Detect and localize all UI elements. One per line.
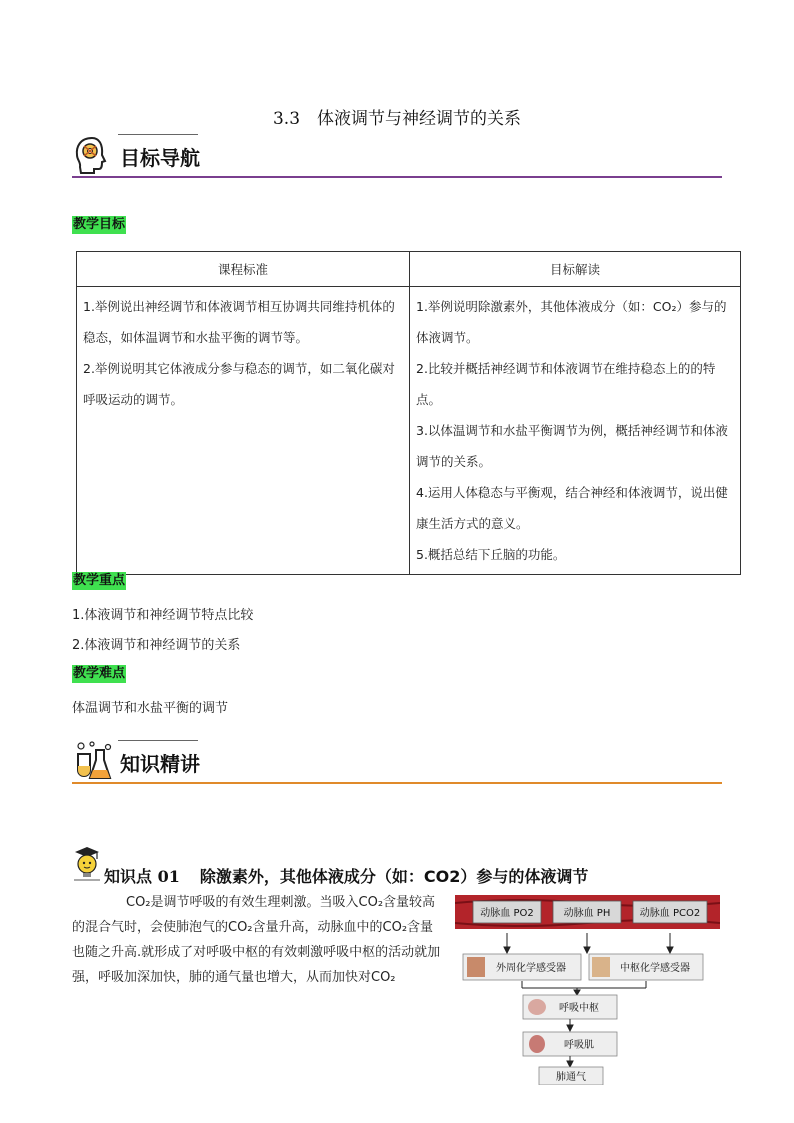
list-item: 4.运用人体稳态与平衡观，结合神经和体液调节，说出健康生活方式的意义。 (416, 485, 728, 531)
section-header-knowledge (72, 738, 722, 784)
table-row (77, 287, 741, 575)
central-receptor-label: 中枢化学感受器 (620, 963, 690, 974)
section-header-goals (72, 132, 722, 178)
blood-po2-label: 动脉血 PO2 (480, 908, 534, 919)
key-point-item: 1.体液调节和神经调节特点比较 (72, 608, 254, 623)
table-cell-interpretation (410, 287, 741, 575)
respiratory-muscle-label: 呼吸肌 (564, 1040, 594, 1051)
section-rule-goals (72, 176, 722, 178)
knowledge-point-number: 知识点 01 (104, 867, 180, 886)
blood-pco2-label: 动脉血 PCO2 (639, 908, 701, 919)
key-point-item: 2.体液调节和神经调节的关系 (72, 638, 241, 653)
header-overline (118, 740, 198, 741)
section-title-goals: 目标导航 (120, 146, 200, 170)
section-title-knowledge: 知识精讲 (120, 752, 200, 776)
goals-table (76, 251, 741, 575)
list-item: 1.举例说明除激素外，其他体液成分（如：CO₂）参与的体液调节。 (416, 299, 727, 345)
lightbulb-graduate-icon (70, 846, 104, 882)
lungs-image (529, 1035, 545, 1053)
list-item: 3.以体温调节和水盐平衡调节为例，概括神经调节和体液调节的关系。 (416, 423, 728, 469)
tag-difficulties: 教学难点 (73, 666, 126, 681)
blood-ph-label: 动脉血 PH (563, 908, 611, 919)
peripheral-receptor-label: 外周化学感受器 (496, 963, 566, 974)
table-header-curriculum: 课程标准 (77, 252, 410, 287)
section-rule-knowledge (72, 782, 722, 784)
list-item: 1.举例说出神经调节和体液调节相互协调共同维持机体的稳态，如体温调节和水盐平衡的调节等。 (83, 299, 395, 345)
list-item: 2.比较并概括神经调节和体液调节在维持稳态上的的特点。 (416, 361, 716, 407)
difficulty-text: 体温调节和水盐平衡的调节 (72, 701, 229, 716)
lab-flasks-icon (72, 740, 116, 782)
respiratory-center-label: 呼吸中枢 (559, 1003, 599, 1014)
central-receptor-image (592, 957, 610, 977)
list-item: 2.举例说明其它体液成分参与稳态的调节，如二氧化碳对呼吸运动的调节。 (83, 361, 395, 407)
knowledge-point-title (104, 864, 588, 887)
page-title: 3.3 体液调节与神经调节的关系 (272, 109, 522, 129)
tag-teaching-goals: 教学目标 (73, 217, 126, 232)
respiration-regulation-diagram (455, 895, 720, 1085)
knowledge-point-heading: 除激素外，其他体液成分（如：CO2）参与的体液调节 (199, 867, 589, 886)
brain-image (528, 999, 546, 1015)
header-overline (118, 134, 198, 135)
table-cell-curriculum (77, 287, 410, 575)
table-header-interpretation: 目标解读 (410, 252, 741, 287)
table-header-row (77, 252, 741, 287)
list-item: 5.概括总结下丘脑的功能。 (416, 547, 566, 562)
peripheral-receptor-image (467, 957, 485, 977)
head-with-gears-icon (72, 134, 116, 176)
tag-key-points: 教学重点 (73, 573, 126, 588)
ventilation-label: 肺通气 (556, 1072, 586, 1083)
knowledge-paragraph: CO₂是调节呼吸的有效生理刺激。当吸入CO₂含量较高的混合气时，会使肺泡气的CO₂含量升高，动脉血中的CO₂含量也随之升高.就形成了对呼吸中枢的有效刺激呼吸中枢的活动就加强，呼吸加深加快，肺的通气量也增大，从而加快对CO₂ (72, 895, 441, 985)
